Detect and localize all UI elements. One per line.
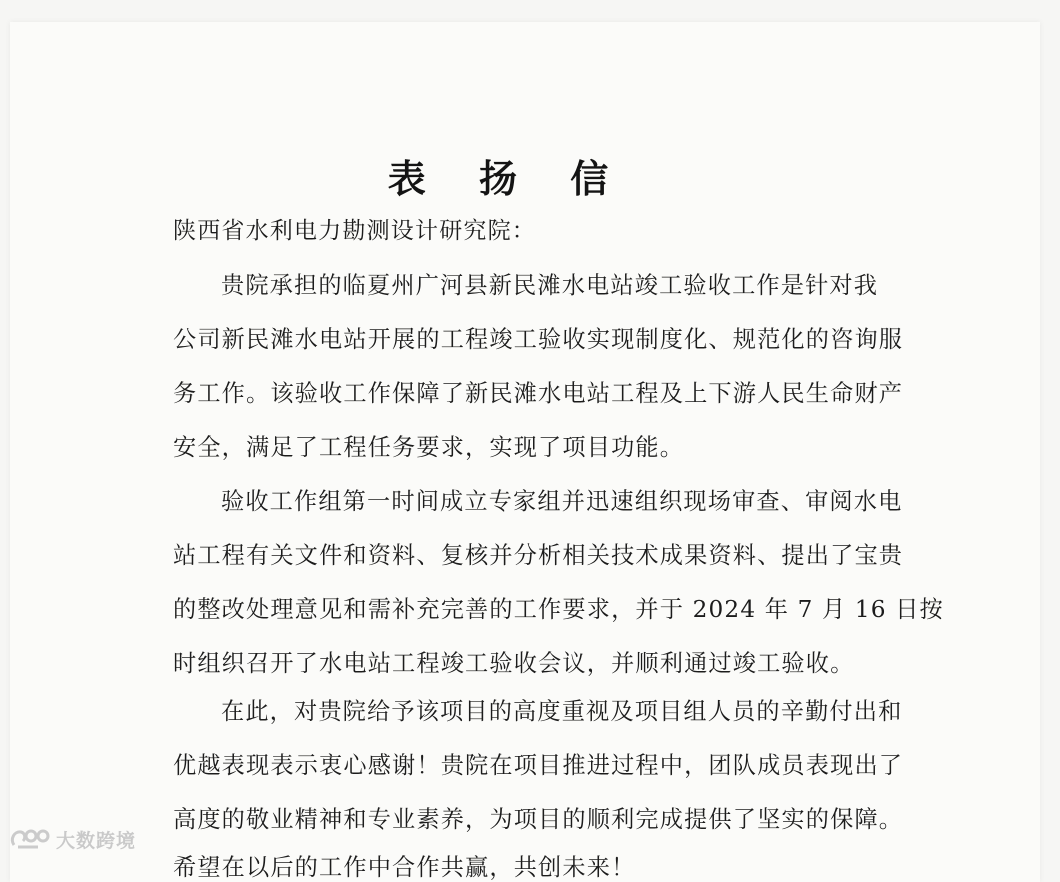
brand-logo-icon xyxy=(8,827,52,853)
paragraph-1-line: 贵院承担的临夏州广河县新民滩水电站竣工验收工作是针对我 xyxy=(221,272,879,299)
watermark-text: 大数跨境 xyxy=(56,830,137,852)
paragraph-2-line: 验收工作组第一时间成立专家组并迅速组织现场审查、审阅水电 xyxy=(221,488,903,515)
paragraph-3-line: 希望在以后的工作中合作共赢，共创未来！ xyxy=(173,854,636,881)
paragraph-1-line: 安全，满足了工程任务要求，实现了项目功能。 xyxy=(173,434,685,461)
paragraph-2-line: 站工程有关文件和资料、复核并分析相关技术成果资料、提出了宝贵 xyxy=(173,542,904,569)
letter-title: 表 扬 信 xyxy=(387,157,629,201)
paragraph-3-line: 高度的敬业精神和专业素养，为项目的顺利完成提供了坚实的保障。 xyxy=(173,806,904,833)
watermark xyxy=(8,826,136,853)
paragraph-2-line: 的整改处理意见和需补充完善的工作要求，并于 2024 年 7 月 16 日按 xyxy=(173,596,944,623)
paragraph-1-line: 务工作。该验收工作保障了新民滩水电站工程及上下游人民生命财产 xyxy=(173,380,904,407)
salutation: 陕西省水利电力勘测设计研究院： xyxy=(173,218,536,244)
paragraph-2-line: 时组织召开了水电站工程竣工验收会议，并顺利通过竣工验收。 xyxy=(173,650,855,677)
paragraph-1-line: 公司新民滩水电站开展的工程竣工验收实现制度化、规范化的咨询服 xyxy=(173,326,904,353)
paragraph-3-line: 在此，对贵院给予该项目的高度重视及项目组人员的辛勤付出和 xyxy=(221,698,903,725)
paragraph-3-line: 优越表现表示衷心感谢！贵院在项目推进过程中，团队成员表现出了 xyxy=(173,752,904,779)
